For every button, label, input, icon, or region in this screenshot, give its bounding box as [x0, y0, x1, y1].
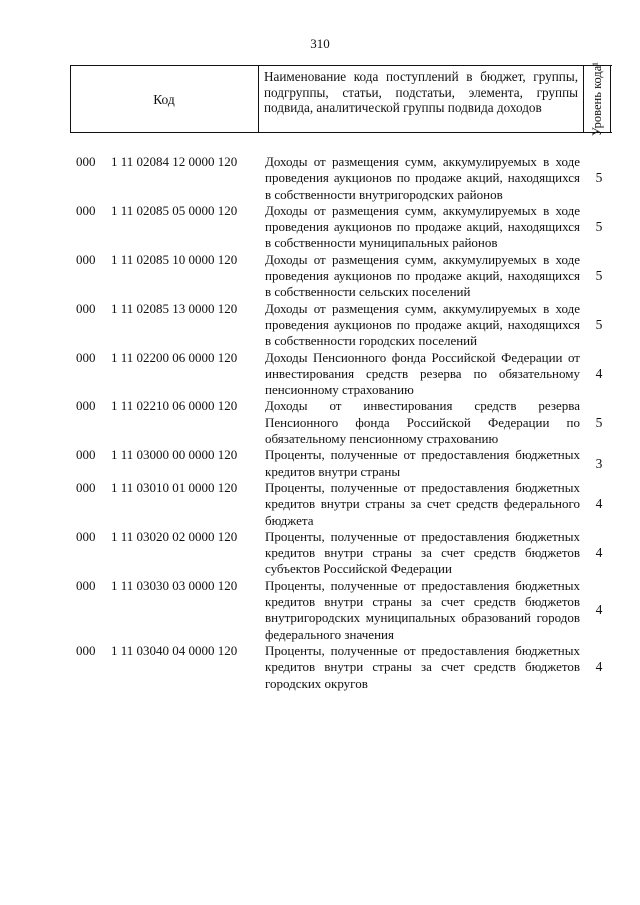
row-level: 4	[595, 545, 603, 561]
table-header	[70, 61, 612, 137]
table-row	[0, 350, 640, 399]
row-level: 5	[595, 268, 603, 284]
header-level-label: Уровень кода¹	[589, 61, 604, 137]
table-body	[0, 154, 640, 692]
row-level: 5	[595, 170, 603, 186]
row-income-code: 1 11 02200 06 0000 120	[111, 349, 238, 365]
row-admin-code: 000	[76, 577, 96, 593]
table-row	[0, 529, 640, 578]
row-name: Проценты, полученные от предоставления бюджетных кредитов внутри страны за счет средств бюджетов городских округов	[265, 642, 580, 691]
row-name: Доходы от размещения сумм, аккумулируемых в ходе проведения аукционов по продаже акций, находящихся в собственности сельских поселений	[265, 251, 580, 300]
row-level: 4	[595, 659, 603, 675]
row-level: 5	[595, 219, 603, 235]
row-admin-code: 000	[76, 349, 96, 365]
row-income-code: 1 11 02084 12 0000 120	[111, 154, 238, 169]
row-admin-code: 000	[76, 642, 96, 658]
table-row	[0, 203, 640, 252]
row-name: Доходы от инвестирования средств резерва Пенсионного фонда Российской Федерации по обязательному пенсионному страхованию	[265, 398, 580, 447]
row-income-code: 1 11 02085 10 0000 120	[111, 251, 238, 267]
table-row	[0, 480, 640, 529]
row-admin-code: 000	[76, 398, 96, 414]
row-admin-code: 000	[76, 202, 96, 218]
row-income-code: 1 11 03040 04 0000 120	[111, 642, 238, 658]
row-name: Проценты, полученные от предоставления бюджетных кредитов внутри страны за счет средств федерального бюджета	[265, 479, 580, 528]
row-level: 5	[595, 414, 603, 430]
table-row	[0, 398, 640, 447]
row-level: 4	[595, 496, 603, 512]
table-row	[0, 252, 640, 301]
row-admin-code: 000	[76, 447, 96, 463]
row-name: Проценты, полученные от предоставления бюджетных кредитов внутри страны за счет средств бюджетов субъектов Российской Федерации	[265, 528, 580, 577]
row-name: Проценты, полученные от предоставления бюджетных кредитов внутри страны за счет средств бюджетов внутригородских муниципальных образований городов федерального значения	[265, 577, 580, 642]
row-income-code: 1 11 03030 03 0000 120	[111, 577, 238, 593]
table-row	[0, 643, 640, 692]
table-row	[0, 447, 640, 480]
row-income-code: 1 11 02085 13 0000 120	[111, 300, 238, 316]
row-income-code: 1 11 03010 01 0000 120	[111, 479, 238, 495]
row-admin-code: 000	[76, 154, 96, 169]
header-name: Наименование кода поступлений в бюджет, группы, подгруппы, статьи, подстатьи, элемента, группы подвида, аналитической группы подвида доходов	[264, 69, 578, 115]
row-name: Проценты, полученные от предоставления бюджетных кредитов внутри страны	[265, 447, 580, 479]
row-name: Доходы Пенсионного фонда Российской Федерации от инвестирования средств резерва по обязательному пенсионному страхованию	[265, 349, 580, 398]
header-divider	[610, 66, 611, 132]
table-row	[0, 301, 640, 350]
row-level: 4	[595, 602, 603, 618]
table-row	[0, 154, 640, 203]
row-level: 3	[595, 455, 603, 471]
row-admin-code: 000	[76, 528, 96, 544]
header-code: Код	[153, 92, 175, 107]
row-income-code: 1 11 02210 06 0000 120	[111, 398, 238, 414]
page-number: 310	[310, 36, 330, 51]
row-admin-code: 000	[76, 300, 96, 316]
row-name: Доходы от размещения сумм, аккумулируемых в ходе проведения аукционов по продаже акций, находящихся в собственности муниципальных районов	[265, 202, 580, 251]
row-admin-code: 000	[76, 251, 96, 267]
row-level: 4	[595, 366, 603, 381]
row-admin-code: 000	[76, 479, 96, 495]
row-income-code: 1 11 02085 05 0000 120	[111, 202, 238, 218]
row-income-code: 1 11 03020 02 0000 120	[111, 528, 238, 544]
header-divider	[258, 66, 259, 132]
row-name: Доходы от размещения сумм, аккумулируемых в ходе проведения аукционов по продаже акций, находящихся в собственности городских поселений	[265, 300, 580, 349]
header-level	[583, 61, 610, 137]
row-level: 5	[595, 317, 603, 333]
row-income-code: 1 11 03000 00 0000 120	[111, 447, 238, 463]
row-name: Доходы от размещения сумм, аккумулируемых в ходе проведения аукционов по продаже акций, находящихся в собственности внутригородских районов	[265, 154, 580, 202]
table-row	[0, 578, 640, 643]
